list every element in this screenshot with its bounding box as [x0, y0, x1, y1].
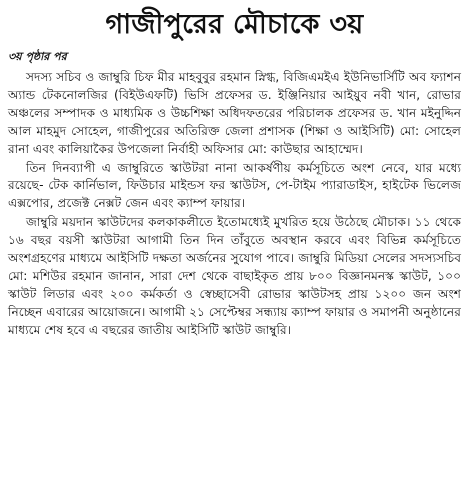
- continued-from-label: ৩য় পৃষ্ঠার পর: [8, 50, 67, 63]
- body-paragraph: সদস্য সচিব ও জাম্বুরি চিফ মীর মাহবুবুর রহমান স্নিগ্ধ, বিজিএমইএ ইউনিভার্সিটি অব ফ্যাশন অ্যান্ড টেকনোলজির (বিইউএফটি) ভিসি প্রফেসর ড. ইঞ্জিনিয়ার আইয়ুব নবী খান, রোভার অঞ্চলের সম্পাদক ও মাধ্যমিক ও উচ্চশিক্ষা অধিদফতরের পরিচালক প্রফেসর ড. খান মইনুদ্দিন আল মাহমুদ সোহেল, গাজীপুরের অতিরিক্ত জেলা প্রশাসক (শিক্ষা ও আইসিটি) মো: সোহেল রানা এবং কালিয়াকৈর উপজেলা নির্বাহী অফিসার মো: কাউছার আহাম্মেদ।: [8, 70, 461, 156]
- body-paragraph: তিন দিনব্যাপী এ জাম্বুরিতে স্কাউটরা নানা আকর্ষণীয় কর্মসূচিতে অংশ নেবে, যার মধ্যে রয়েছে- টেক কার্নিভাল, ফিউচার মাইন্ডস ফর স্কাউটস, পে-টাইম প্যারাডাইস, হাইটেক ভিলেজ এক্সপোর, প্রজেক্ট নেক্সট জেন এবং ক্যাম্প ফায়ার।: [8, 160, 461, 211]
- headline: গাজীপুরের মৌচাকে ৩য়: [105, 9, 364, 40]
- body-paragraph: জাম্বুরি ময়দান স্কাউটদের কলকাকলীতে ইতোমধ্যেই মুখরিত হয়ে উঠেছে মৌচাক। ১১ থেকে ১৬ বছর বয়সী স্কাউটরা আগামী তিন দিন তাঁবুতে অবস্থান করবে এবং বিভিন্ন কর্মসূচিতে অংশগ্রহণের মাধ্যমে আইসিটি দক্ষতা অর্জনের সুযোগ পাবে। জাম্বুরি মিডিয়া সেলের সদস্যসচিব মো: মশিউর রহমান জানান, সারা দেশ থেকে বাছাইকৃত প্রায় ৮০০ বিজ্ঞানমনস্ক স্কাউট, ১০০ স্কাউট লিডার এবং ২০০ কর্মকর্তা ও স্বেচ্ছাসেবী রোভার স্কাউটসহ প্রায় ১২০০ জন অংশ নিচ্ছেন এবারের আয়োজনে। আগামী ২১ সেপ্টেম্বর সন্ধ্যায় ক্যাম্প ফায়ার ও সমাপনী অনুষ্ঠানের মাধ্যমে শেষ হবে এ বছরের জাতীয় আইসিটি স্কাউট জাম্বুরি।: [8, 215, 462, 337]
